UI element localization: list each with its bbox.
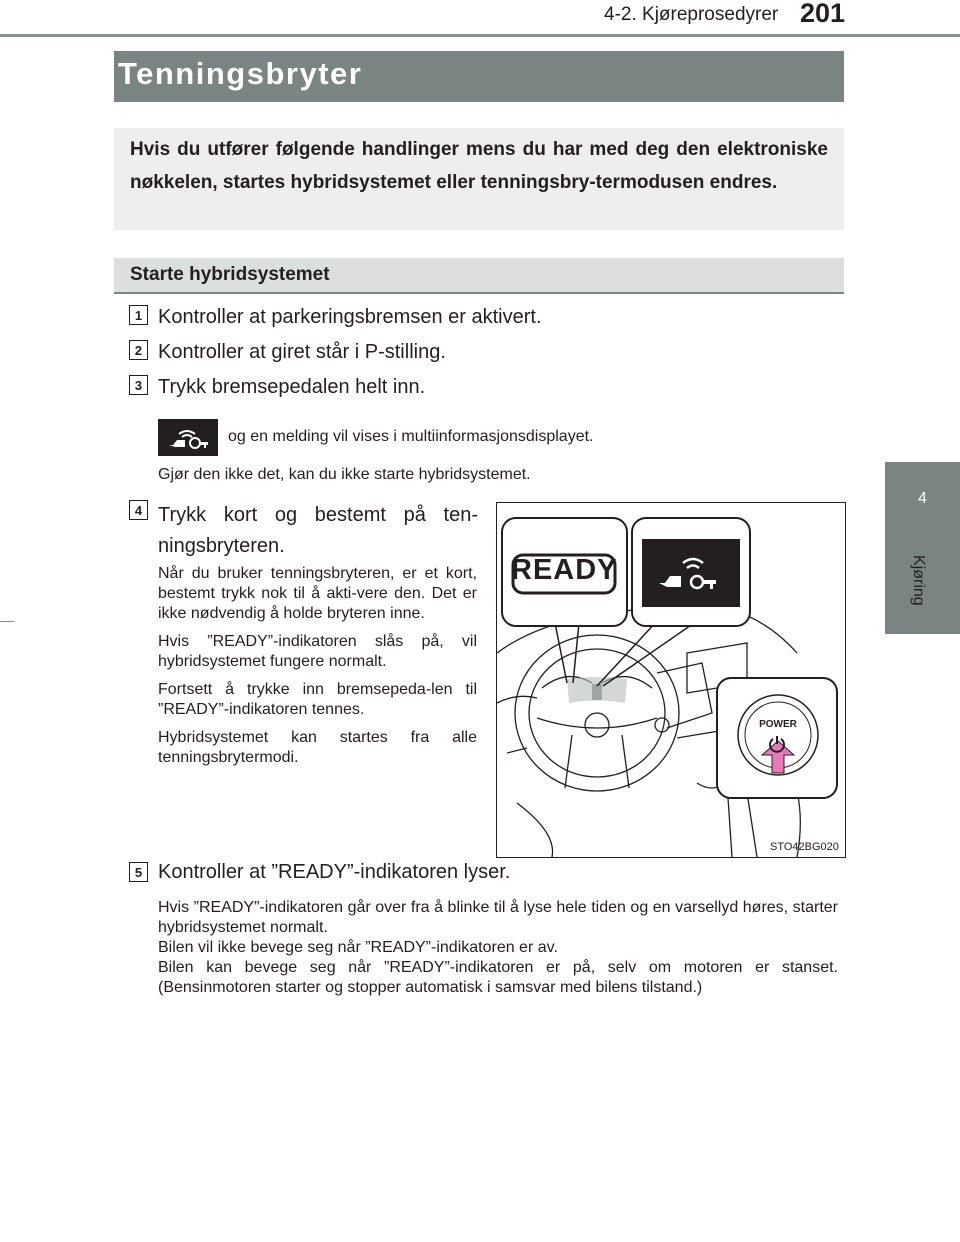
figure-code: STO42BG020 bbox=[770, 841, 839, 853]
chapter-tab bbox=[885, 462, 960, 634]
step-number: 5 bbox=[129, 862, 148, 882]
chapter-name: Kjøring bbox=[910, 555, 927, 606]
step4-note: Når du bruker tenningsbryteren, er et kort, bestemt trykk nok til å akti-vere den. Det er ikke nødvendig å holde bryteren inne. bbox=[158, 565, 477, 622]
ready-indicator-label: READY bbox=[511, 554, 618, 586]
page-number: 201 bbox=[800, 0, 846, 28]
step3-note: Gjør den ikke det, kan du ikke starte hybridsystemet. bbox=[158, 466, 531, 483]
intro-text: Hvis du utfører følgende handlinger mens du har med deg den elektroniske nøkkelen, startes hybridsystemet eller tenningsbry-termodusen endres. bbox=[130, 139, 828, 193]
section-label: 4-2. Kjøreprosedyrer bbox=[604, 4, 779, 25]
step3-note-icon-line: og en melding vil vises i multiinformasjonsdisplayet. bbox=[228, 428, 594, 445]
header-rule bbox=[0, 34, 960, 37]
step-text: Kontroller at ”READY”-indikatoren lyser. bbox=[158, 861, 511, 883]
step5-notes bbox=[158, 898, 838, 998]
brake-key-indicator-icon bbox=[158, 419, 218, 456]
step-number: 4 bbox=[129, 500, 148, 520]
step-text: Kontroller at parkeringsbremsen er aktivert. bbox=[158, 306, 542, 328]
step5-note: Hvis ”READY”-indikatoren går over fra å blinke til å lyse hele tiden og en varsellyd høres, starter hybridsystemet normalt. bbox=[158, 899, 838, 936]
step5-note: Bilen kan bevege seg når ”READY”-indikatoren er på, selv om motoren er stanset. (Bensinmotoren starter og stopper automatisk i samsvar med bilens tilstand.) bbox=[158, 959, 838, 996]
step-number: 2 bbox=[129, 340, 148, 360]
step-text: Kontroller at giret står i P-stilling. bbox=[158, 341, 446, 363]
power-button-label: POWER bbox=[759, 719, 797, 730]
power-icon bbox=[767, 734, 787, 754]
step-number: 1 bbox=[129, 305, 148, 325]
step-number: 3 bbox=[129, 375, 148, 395]
step4-note: Hybridsystemet kan startes fra alle tenningsbrytermodi. bbox=[158, 729, 477, 766]
crop-mark-left bbox=[0, 621, 14, 622]
step-text: Trykk kort og bestemt på ten-ningsbryteren. bbox=[158, 504, 478, 557]
step4-note: Hvis ”READY”-indikatoren slås på, vil hybridsystemet fungere normalt. bbox=[158, 633, 477, 670]
subheading: Starte hybridsystemet bbox=[130, 264, 330, 285]
chapter-number: 4 bbox=[918, 490, 927, 507]
step-text: Trykk bremsepedalen helt inn. bbox=[158, 376, 426, 398]
step5-note: Bilen vil ikke bevege seg når ”READY”-indikatoren er av. bbox=[158, 939, 558, 956]
page-title: Tenningsbryter bbox=[118, 56, 363, 91]
step4-notes bbox=[158, 564, 477, 776]
step4-note: Fortsett å trykke inn bremsepeda-len til ”READY”-indikatoren tennes. bbox=[158, 681, 477, 718]
